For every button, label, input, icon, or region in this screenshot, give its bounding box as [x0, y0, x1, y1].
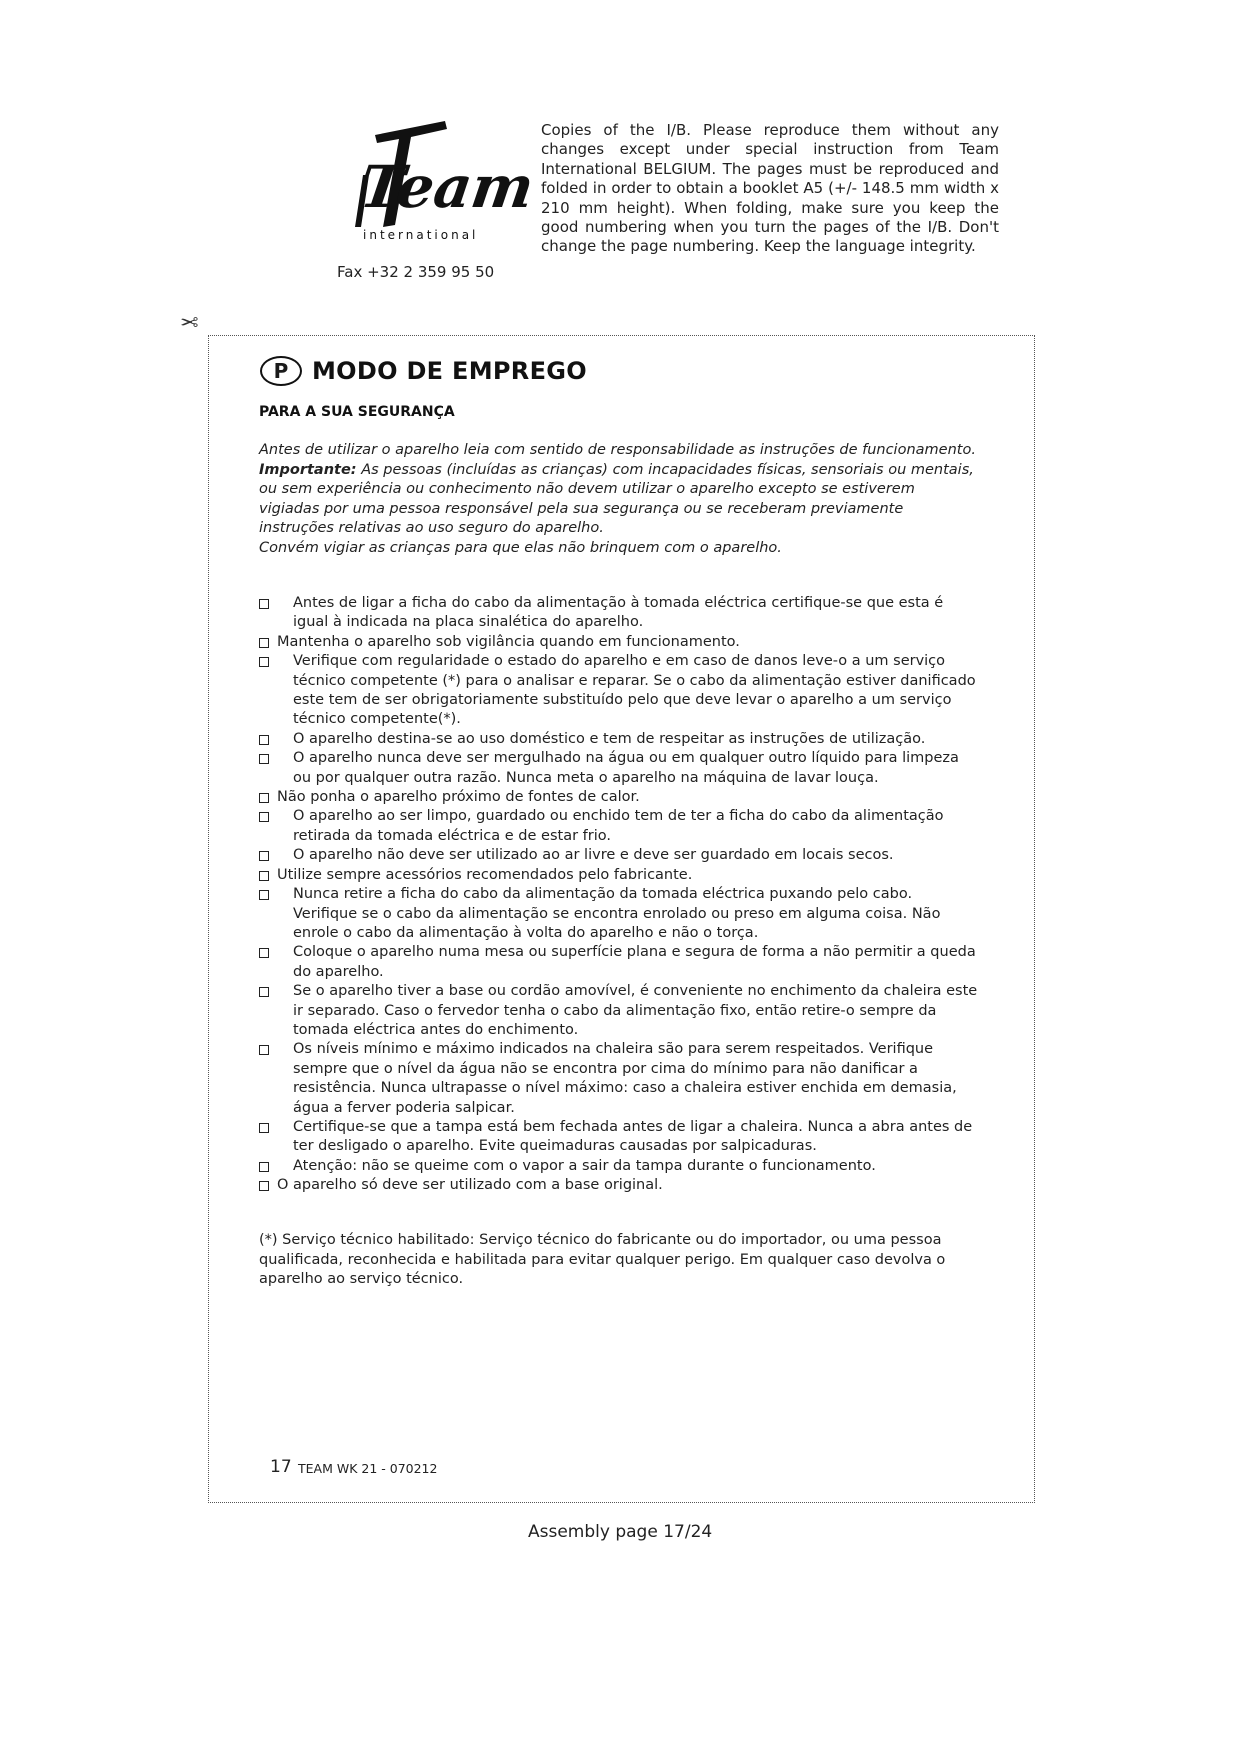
model-code: TEAM WK 21 - 070212 [298, 1461, 438, 1476]
intro-line: Convém vigiar as crianças para que elas não brinquem com o aparelho. [259, 539, 782, 556]
checkbox-bullet-icon [259, 1162, 269, 1172]
list-item: Verifique com regularidade o estado do aparelho e em caso de danos leve-o a um serviço técnico competente (*) para o analisar e reparar. Se o cabo da alimentação estiver danificado este tem de ser obrigatoriamente substituído pelo que deve levar o aparelho a um serviço técnico competente(*). [259, 652, 979, 730]
safety-list [259, 594, 979, 1196]
checkbox-bullet-icon [259, 793, 269, 803]
checkbox-bullet-icon [259, 871, 269, 881]
list-item: O aparelho não deve ser utilizado ao ar livre e deve ser guardado em locais secos. [259, 846, 979, 865]
important-note [259, 461, 979, 539]
page-title: MODO DE EMPREGO [312, 357, 587, 385]
list-item: O aparelho só deve ser utilizado com a base original. [259, 1176, 979, 1195]
svg-text:international: international [363, 228, 479, 242]
copies-instructions: Copies of the I/B. Please reproduce them without any changes except under special instruction from Team International BELGIUM. The pages must be reproduced and folded in order to obtain a booklet A5 (+/- 148.5 mm width x 210 mm height). When folding, make sure you keep the good numbering when you turn the pages of the I/B. Don't change the page numbering. Keep the language integrity. [541, 121, 999, 256]
important-label: Importante: [259, 461, 357, 478]
list-item: Se o aparelho tiver a base ou cordão amovível, é conveniente no enchimento da chaleira este ir separado. Caso o fervedor tenha o cabo da alimentação fixo, então retire-o sempre da tomada eléctrica antes do enchimento. [259, 982, 979, 1040]
list-item: Os níveis mínimo e máximo indicados na chaleira são para serem respeitados. Verifique sempre que o nível da água não se encontra por cima do mínimo para não danificar a resistência. Nunca ultrapasse o nível máximo: caso a chaleira estiver enchida em demasia, água a ferver poderia salpicar. [259, 1040, 979, 1118]
page-number: 17 [270, 1457, 292, 1477]
list-item: O aparelho nunca deve ser mergulhado na água ou em qualquer outro líquido para limpeza ou por qualquer outra razão. Nunca meta o aparelho na máquina de lavar louça. [259, 749, 979, 788]
section-heading [260, 356, 587, 386]
checkbox-bullet-icon [259, 851, 269, 861]
checkbox-bullet-icon [259, 735, 269, 745]
list-item: Certifique-se que a tampa está bem fechada antes de ligar a chaleira. Nunca a abra antes de ter desligado o aparelho. Evite queimaduras causadas por salpicaduras. [259, 1118, 979, 1157]
checkbox-bullet-icon [259, 1045, 269, 1055]
intro-line: Antes de utilizar o aparelho leia com sentido de responsabilidade as instruções de funcionamento. [259, 442, 976, 458]
list-item: O aparelho ao ser limpo, guardado ou enchido tem de ter a ficha do cabo da alimentação retirada da tomada eléctrica e de estar frio. [259, 807, 979, 846]
list-item: Antes de ligar a ficha do cabo da alimentação à tomada eléctrica certifique-se que esta é igual à indicada na placa sinalética do aparelho. [259, 594, 979, 633]
list-item: Atenção: não se queime com o vapor a sair da tampa durante o funcionamento. [259, 1157, 979, 1176]
important-text: As pessoas (incluídas as crianças) com incapacidades físicas, sensoriais ou mentais, ou sem experiência ou conhecimento não devem utilizar o aparelho excepto se estiverem vigiadas por uma pessoa responsável pela sua segurança ou se receberam previamente instruções relativas ao uso seguro do aparelho. [259, 461, 974, 536]
svg-text:Team: Team [356, 152, 539, 221]
language-badge: P [260, 356, 302, 386]
service-footnote: (*) Serviço técnico habilitado: Serviço técnico do fabricante ou do importador, ou uma pessoa qualificada, reconhecida e habilitada para evitar qualquer perigo. Em qualquer caso devolva o aparelho ao serviço técnico. [259, 1232, 946, 1287]
checkbox-bullet-icon [259, 599, 269, 609]
checkbox-bullet-icon [259, 890, 269, 900]
checkbox-bullet-icon [259, 657, 269, 667]
list-item: O aparelho destina-se ao uso doméstico e tem de respeitar as instruções de utilização. [259, 730, 979, 749]
checkbox-bullet-icon [259, 812, 269, 822]
checkbox-bullet-icon [259, 1123, 269, 1133]
checkbox-bullet-icon [259, 754, 269, 764]
checkbox-bullet-icon [259, 948, 269, 958]
intro-text [259, 441, 979, 558]
scissors-icon: ✂ [180, 308, 199, 333]
list-item: Coloque o aparelho numa mesa ou superfície plana e segura de forma a não permitir a queda do aparelho. [259, 943, 979, 982]
checkbox-bullet-icon [259, 987, 269, 997]
assembly-page-label: Assembly page 17/24 [528, 1522, 713, 1542]
list-item: Não ponha o aparelho próximo de fontes de calor. [259, 788, 979, 807]
fax-number: Fax +32 2 359 95 50 [337, 263, 495, 281]
checkbox-bullet-icon [259, 1181, 269, 1191]
team-international-logo [325, 115, 539, 250]
checkbox-bullet-icon [259, 638, 269, 648]
section-subtitle: PARA A SUA SEGURANÇA [259, 404, 455, 420]
list-item: Nunca retire a ficha do cabo da alimentação da tomada eléctrica puxando pelo cabo. Verifique se o cabo da alimentação se encontra enrolado ou preso em alguma coisa. Não enrole o cabo da alimentação à volta do aparelho e não o torça. [259, 885, 979, 943]
list-item: Mantenha o aparelho sob vigilância quando em funcionamento. [259, 633, 979, 652]
list-item: Utilize sempre acessórios recomendados pelo fabricante. [259, 866, 979, 885]
